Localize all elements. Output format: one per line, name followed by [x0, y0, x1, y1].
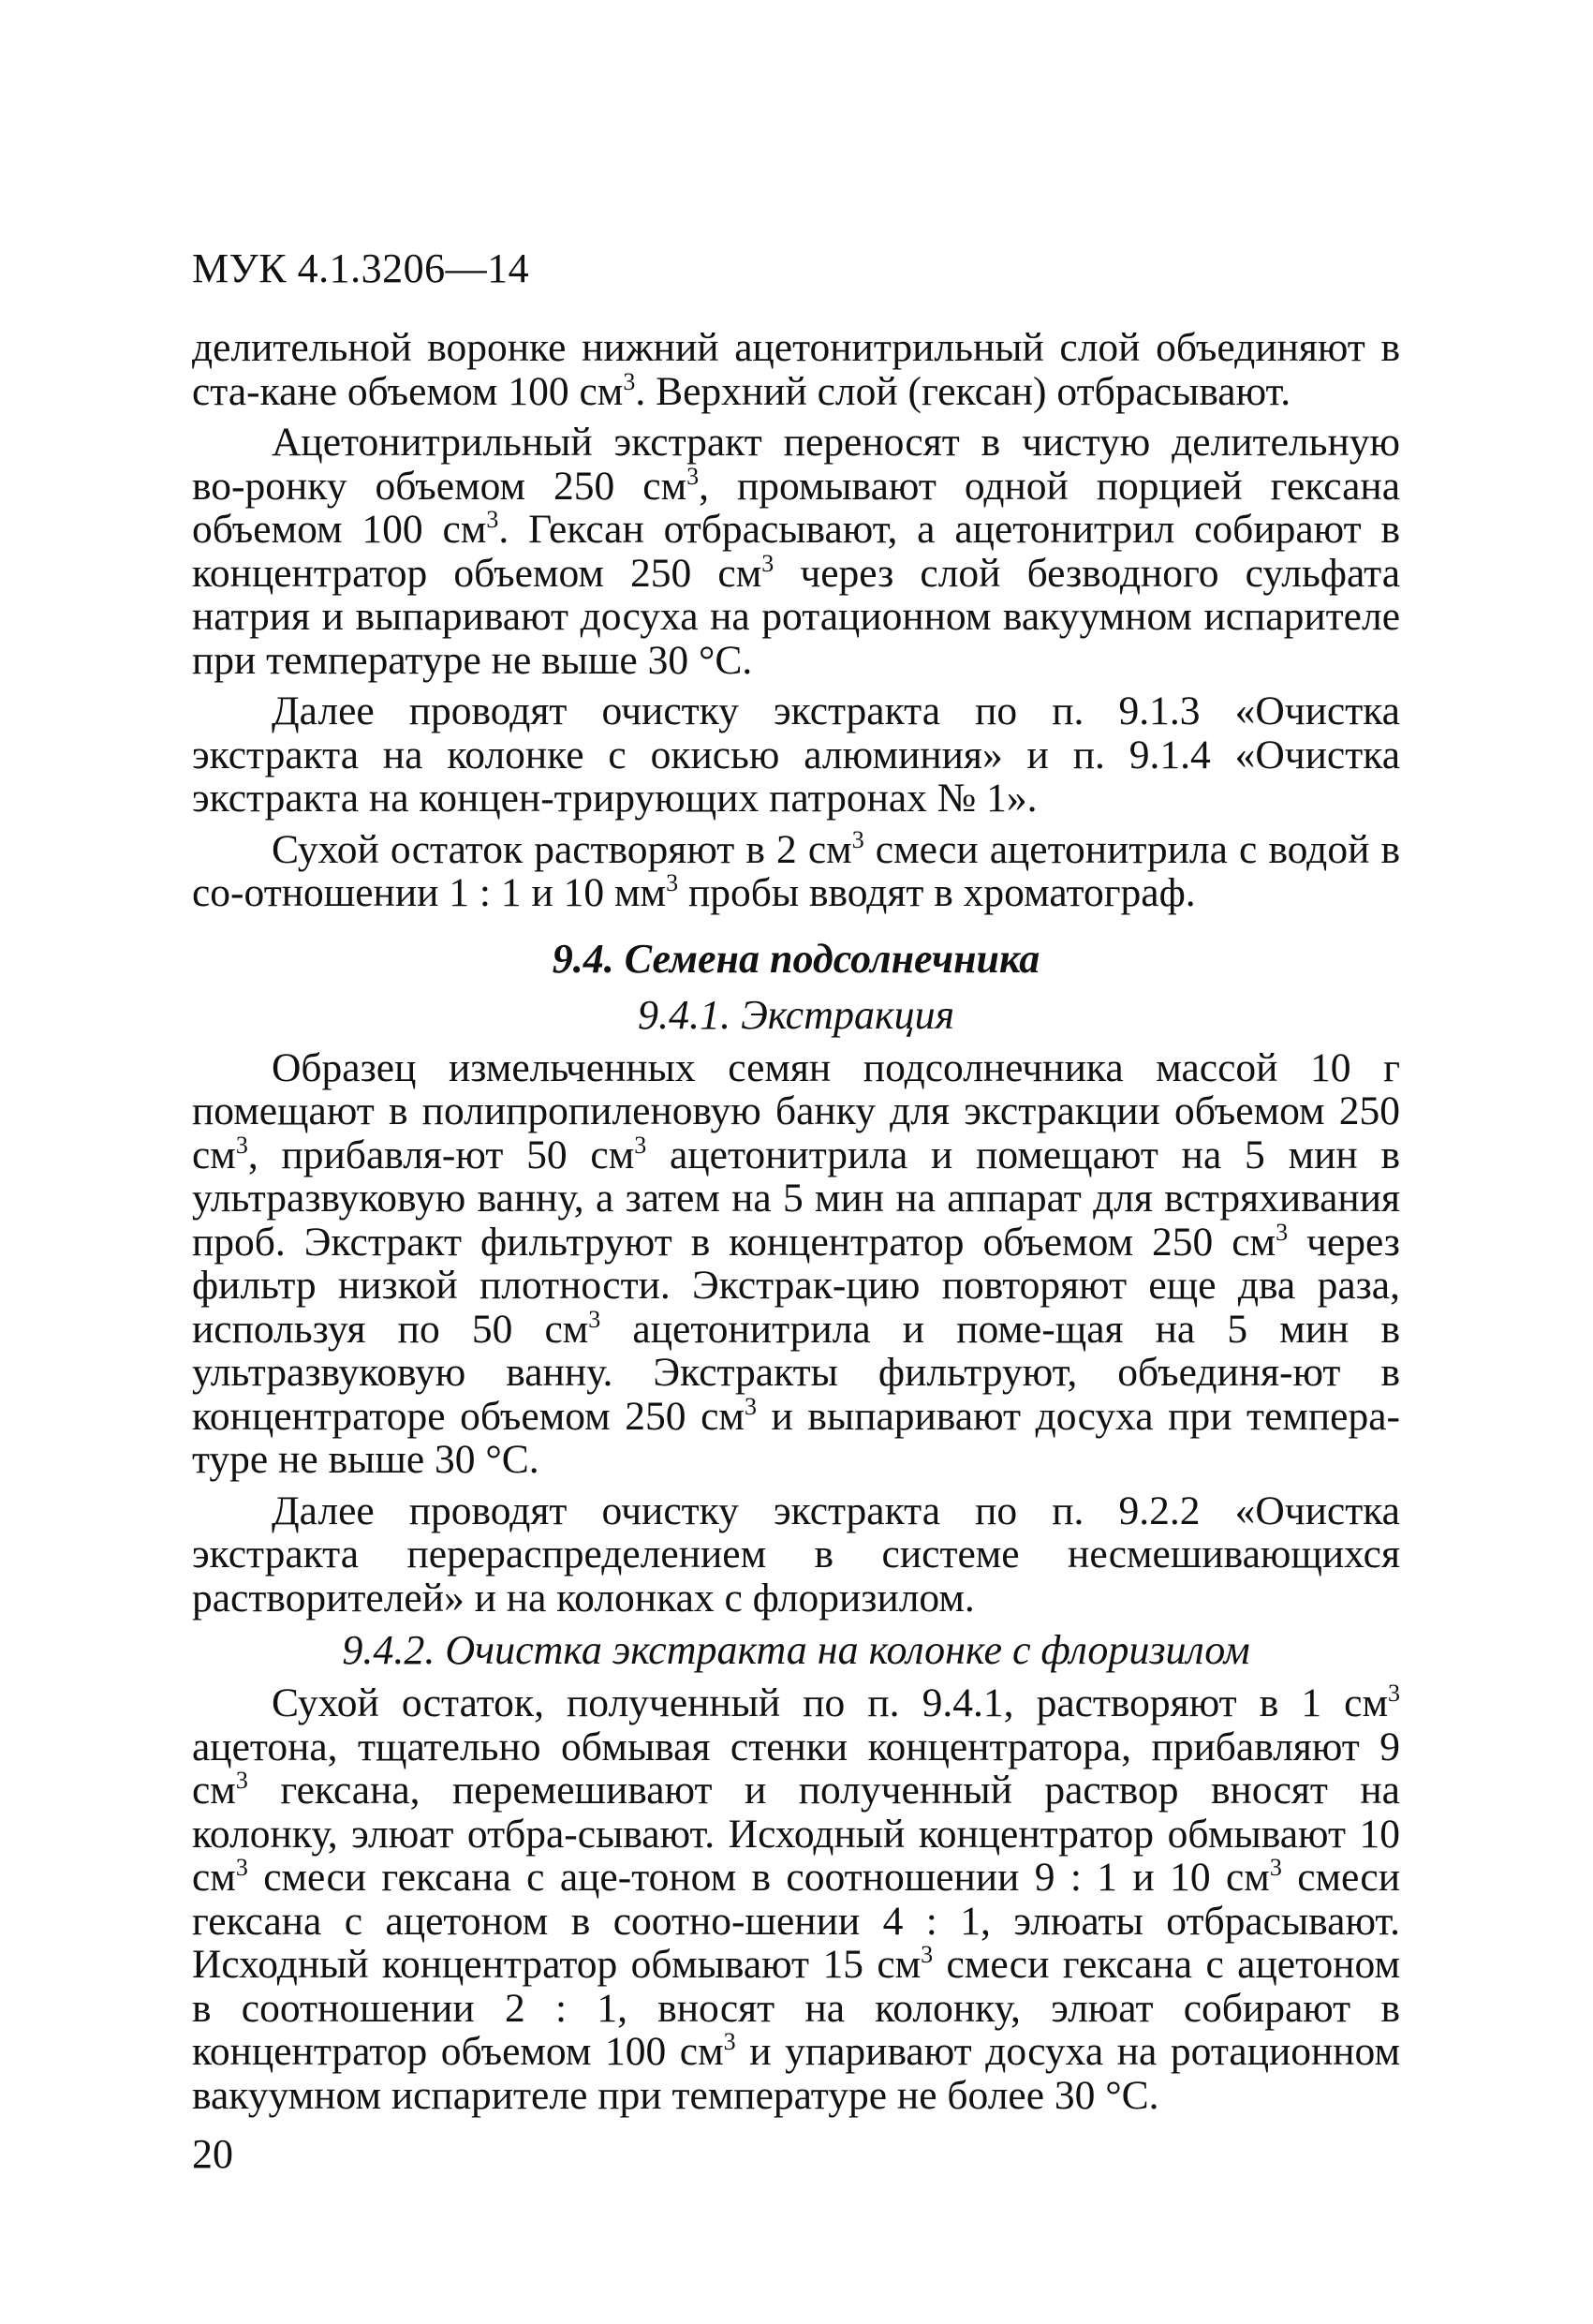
superscript: 3 [761, 549, 774, 577]
subsection-heading-9-4-2: 9.4.2. Очистка экстракта на колонке с флоризилом [342, 1627, 1250, 1673]
text-run: Сухой остаток растворяют в 2 см [272, 826, 852, 872]
text-run: Образец измельченных семян подсолнечника массой 10 г помещают в полипропиленовую банку для экстракции объемом 250 см [192, 1044, 1400, 1177]
paragraph-5 [192, 1046, 1400, 1482]
text-run: гексана, перемешивают и полученный раствор вносят на колонку, элюат отбра-сывают. Исходный концентратор обмывают 10 см [192, 1768, 1400, 1900]
superscript: 3 [588, 1305, 601, 1333]
text-run: , прибавля-ют 50 см [247, 1132, 635, 1177]
text-run: , промывают одной порцией гексана объемом 100 см [192, 463, 1401, 552]
superscript: 3 [1276, 1218, 1289, 1246]
paragraph-4 [192, 825, 1400, 915]
text-run: ацетонитрила и поме-щая на 5 мин в ультразвуковую ванну. Экстракты фильтруют, объединя-ют в концентраторе объемом 250 см [192, 1306, 1400, 1439]
text-run: и упаривают досуха на ротационном вакуумном испарителе при температуре не более 30 °С. [192, 2029, 1401, 2118]
superscript: 3 [235, 1854, 248, 1881]
text-run: делительной воронке нижний ацетонитрильный слой объединяют в ста-кане объемом 100 см [192, 325, 1400, 414]
superscript: 3 [486, 506, 499, 533]
superscript: 3 [686, 462, 700, 490]
superscript: 3 [666, 869, 679, 896]
superscript: 3 [235, 1131, 248, 1159]
superscript: 3 [851, 825, 864, 853]
document-header: МУК 4.1.3206—14 [192, 245, 530, 291]
text-run: смеси гексана с ацетоном в соотношении 2 : 1, вносят на колонку, элюат собирают в концентратор объемом 100 см [192, 1942, 1400, 2074]
text-run: через слой безводного сульфата натрия и выпаривают досуха на ротационном вакуумном испарителе при температуре не выше 30 °С. [192, 550, 1401, 683]
text-run: ацетонитрила и помещают на 5 мин в ультразвуковую ванну, а затем на 5 мин на аппарат для встряхивания проб. Экстракт фильтруют в концентратор объемом 250 см [192, 1132, 1400, 1265]
superscript: 3 [235, 1767, 248, 1794]
text-run: . Верхний слой (гексан) отбрасывают. [635, 368, 1291, 414]
text-run: через фильтр низкой плотности. Экстрак-цию повторяют еще два раза, используя по 50 см [192, 1219, 1400, 1352]
page-number: 20 [192, 2131, 233, 2177]
text-run: Ацетонитрильный экстракт переносят в чистую делительную во-ронку объемом 250 см [192, 420, 1400, 509]
section-heading-9-4: 9.4. Семена подсолнечника [552, 935, 1040, 982]
text-run: смеси гексана с ацетоном в соотно-шении 4 : 1, элюаты отбрасывают. Исходный концентратор обмывают 15 см [192, 1855, 1401, 1987]
superscript: 3 [1269, 1854, 1282, 1881]
text-run: пробы вводят в хроматограф. [678, 870, 1196, 915]
paragraph-1 [192, 326, 1400, 413]
text-run: смеси ацетонитрила с водой в со-отношении 1 : 1 и 10 мм [192, 826, 1400, 915]
superscript: 3 [723, 2028, 736, 2055]
paragraph-7 [192, 1681, 1400, 2117]
superscript: 3 [921, 1941, 934, 1968]
subsection-heading-9-4-1: 9.4.1. Экстракция [637, 991, 955, 1038]
text-run: смеси гексана с аце-тоном в соотношении 9 : 1 и 10 см [247, 1855, 1270, 1900]
text-run: ацетона, тщательно обмывая стенки концентратора, прибавляют 9 см [192, 1724, 1400, 1813]
superscript: 3 [634, 1131, 647, 1159]
paragraph-3: Далее проводят очистку экстракта по п. 9.1.3 «Очистка экстракта на колонке с окисью алюминия» и п. 9.1.4 «Очистка экстракта на концен-трирующих патронах № 1». [192, 688, 1400, 821]
document-body [192, 326, 1400, 2124]
superscript: 3 [623, 367, 636, 395]
superscript: 3 [1388, 1680, 1400, 1707]
text-run: и выпаривают досуха при темпера-туре не выше 30 °С. [192, 1393, 1400, 1482]
superscript: 3 [744, 1392, 757, 1420]
paragraph-2 [192, 421, 1400, 682]
text-run: Сухой остаток, полученный по п. 9.4.1, растворяют в 1 см [272, 1680, 1388, 1725]
paragraph-6: Далее проводят очистку экстракта по п. 9.2.2 «Очистка экстракта перераспределением в системе несмешивающихся растворителей» и на колонках с флоризилом. [192, 1488, 1400, 1621]
text-run: . Гексан отбрасывают, а ацетонитрил собирают в концентратор объемом 250 см [192, 507, 1400, 596]
